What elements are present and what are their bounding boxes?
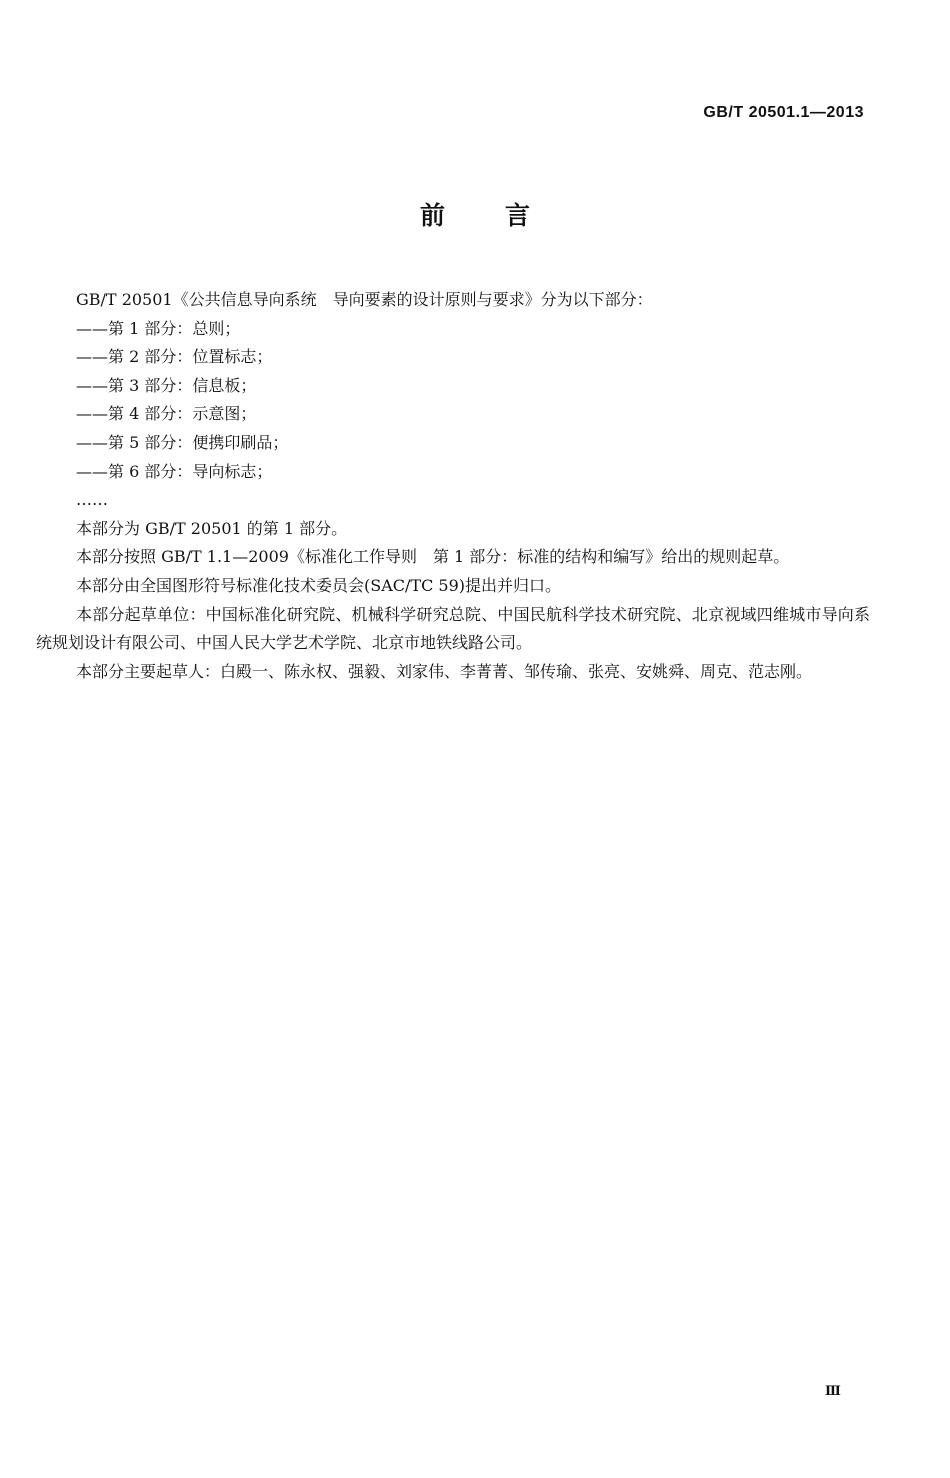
page-number: Ⅲ bbox=[825, 1384, 841, 1399]
part-list-item: ——第 2 部分：位置标志； bbox=[76, 347, 273, 367]
drafting-rules-paragraph: 本部分按照 GB/T 1.1—2009《标准化工作导则 第 1 部分：标准的结构和编写》给出的规则起草。 bbox=[76, 547, 790, 567]
standard-number: GB/T 20501.1—2013 bbox=[703, 104, 864, 121]
page-title: 前言 bbox=[419, 201, 590, 230]
proposed-by-paragraph: 本部分由全国图形符号标准化技术委员会(SAC/TC 59)提出并归口。 bbox=[76, 575, 561, 595]
part-list-item: ——第 6 部分：导向标志； bbox=[76, 461, 273, 481]
part-list-ellipsis: …… bbox=[76, 490, 108, 510]
part-list-item: ——第 5 部分：便携印刷品； bbox=[76, 432, 289, 452]
part-list-item: ——第 4 部分：示意图； bbox=[76, 404, 257, 424]
part-list-item: ——第 3 部分：信息板； bbox=[76, 375, 257, 395]
this-part-paragraph: 本部分为 GB/T 20501 的第 1 部分。 bbox=[76, 518, 348, 538]
foreword-body bbox=[36, 286, 870, 686]
part-list-item: ——第 1 部分：总则； bbox=[76, 318, 241, 338]
drafters-paragraph: 本部分主要起草人：白殿一、陈永权、强毅、刘家伟、李菁菁、邹传瑜、张亮、安姚舜、周克、范志刚。 bbox=[76, 661, 813, 681]
intro-paragraph: GB/T 20501《公共信息导向系统 导向要素的设计原则与要求》分为以下部分： bbox=[76, 290, 653, 309]
drafting-units-paragraph: 本部分起草单位：中国标准化研究院、机械科学研究总院、中国民航科学技术研究院、北京视域四维城市导向系统规划设计有限公司、中国人民大学艺术学院、北京市地铁线路公司。 bbox=[36, 604, 870, 653]
